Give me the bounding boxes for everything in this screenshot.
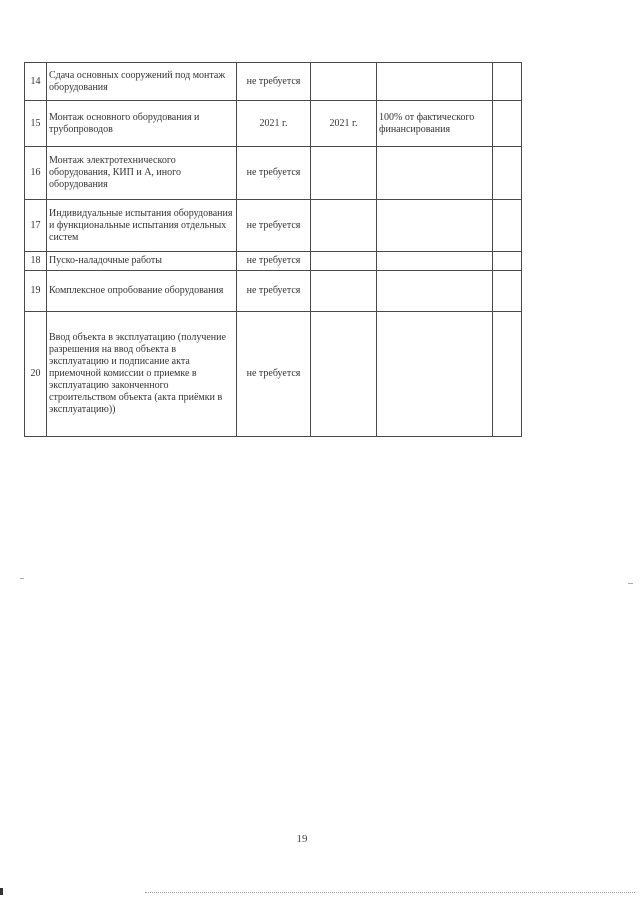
scan-edge-mark	[0, 888, 3, 895]
page-number: 19	[296, 833, 308, 845]
completion-note: 100% от фактического финансирования	[377, 101, 493, 147]
planned-date: не требуется	[237, 200, 311, 252]
stage-name: Монтаж электротехнического оборудования, КИП и А, иного оборудования	[47, 147, 237, 200]
stage-name: Сдача основных сооружений под монтаж оборудования	[47, 63, 237, 101]
table-row	[25, 147, 522, 200]
actual-date	[311, 147, 377, 200]
extra-cell	[493, 101, 522, 147]
row-number: 17	[25, 200, 47, 252]
completion-note	[377, 200, 493, 252]
planned-date: не требуется	[237, 63, 311, 101]
stage-name: Индивидуальные испытания оборудования и функциональные испытания отдельных систем	[47, 200, 237, 252]
actual-date	[311, 200, 377, 252]
row-number: 20	[25, 312, 47, 437]
table-row	[25, 271, 522, 312]
extra-cell	[493, 312, 522, 437]
actual-date	[311, 252, 377, 271]
actual-date: 2021 г.	[311, 101, 377, 147]
stage-name: Пуско-наладочные работы	[47, 252, 237, 271]
row-number: 18	[25, 252, 47, 271]
row-number: 16	[25, 147, 47, 200]
planned-date: не требуется	[237, 312, 311, 437]
actual-date	[311, 63, 377, 101]
completion-note	[377, 252, 493, 271]
completion-note	[377, 147, 493, 200]
extra-cell	[493, 271, 522, 312]
table-row	[25, 252, 522, 271]
extra-cell	[493, 252, 522, 271]
stage-name: Ввод объекта в эксплуатацию (получение разрешения на ввод объекта в эксплуатацию и подписание акта приемочной комиссии о приемке в эксплуатацию законченного строительством объекта (акта приёмки в эксплуатацию))	[47, 312, 237, 437]
schedule-table	[24, 62, 522, 437]
table-row	[25, 101, 522, 147]
extra-cell	[493, 200, 522, 252]
planned-date: не требуется	[237, 252, 311, 271]
actual-date	[311, 271, 377, 312]
footer-rule	[145, 892, 635, 893]
actual-date	[311, 312, 377, 437]
planned-date: не требуется	[237, 147, 311, 200]
stage-name: Монтаж основного оборудования и трубопроводов	[47, 101, 237, 147]
scan-speck	[628, 583, 633, 584]
table-row	[25, 63, 522, 101]
table-row	[25, 200, 522, 252]
stage-name: Комплексное опробование оборудования	[47, 271, 237, 312]
extra-cell	[493, 63, 522, 101]
extra-cell	[493, 147, 522, 200]
row-number: 15	[25, 101, 47, 147]
row-number: 14	[25, 63, 47, 101]
row-number: 19	[25, 271, 47, 312]
scan-speck	[20, 578, 24, 579]
completion-note	[377, 271, 493, 312]
completion-note	[377, 312, 493, 437]
planned-date: не требуется	[237, 271, 311, 312]
table-row	[25, 312, 522, 437]
completion-note	[377, 63, 493, 101]
planned-date: 2021 г.	[237, 101, 311, 147]
